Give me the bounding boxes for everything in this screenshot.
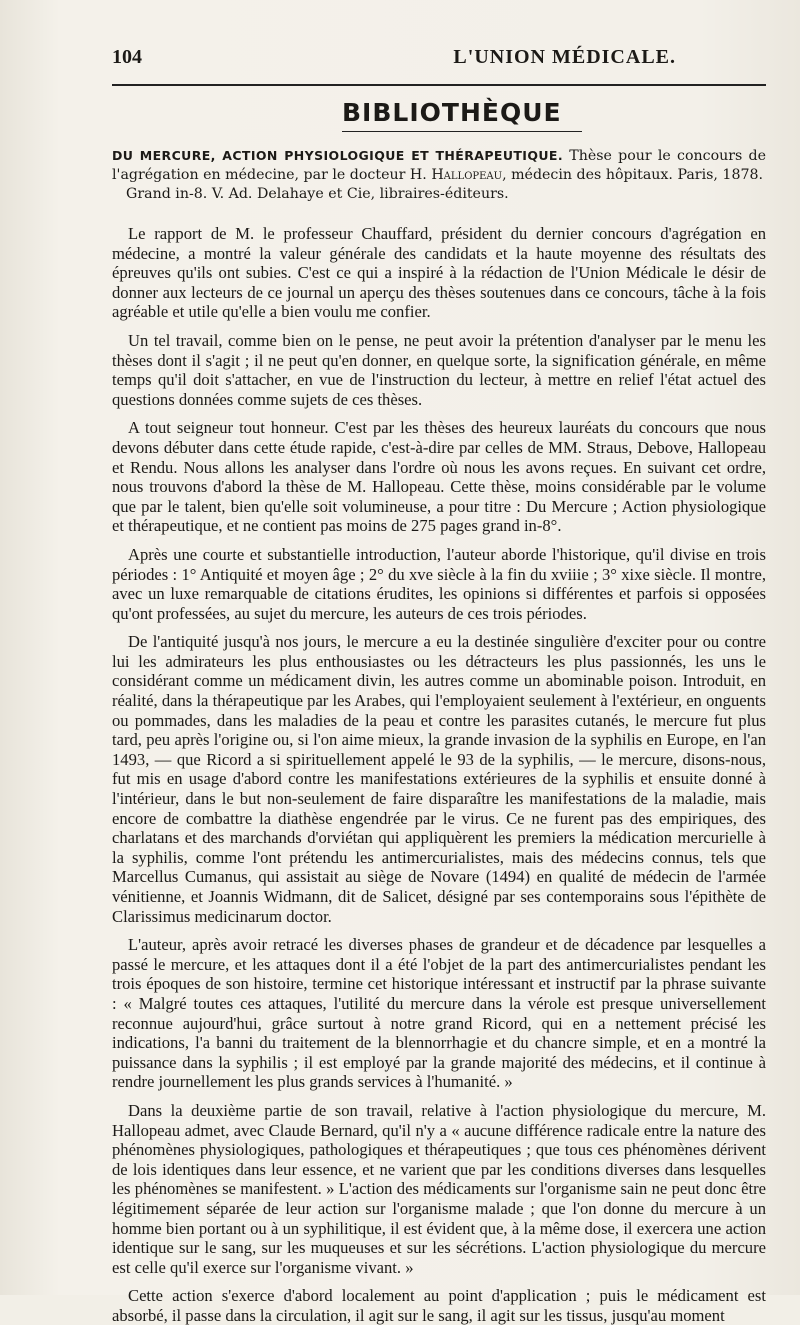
paragraph: Cette action s'exerce d'abord localement au point d'application ; puis le médicament est absorbé, il passe dans la circulation, il agit sur le sang, il agit sur les tissus, jusqu'au moment bbox=[112, 1286, 766, 1325]
book-author: H. Hallopeau bbox=[409, 167, 503, 183]
book-publisher: Grand in-8. V. Ad. Delahaye et Cie, libraires-éditeurs. bbox=[126, 186, 509, 202]
page-number: 104 bbox=[112, 46, 142, 68]
paragraph: A tout seigneur tout honneur. C'est par les thèses des heureux lauréats du concours que nous devons débuter dans cette étude rapide, c'est-à-dire par celles de MM. Straus, Debove, Hallopeau et Rendu. Nous allons les analyser dans l'ordre où nous les avons reçues. En suivant cet ordre, nous trouvons d'abord la thèse de M. Hallopeau. Cette thèse, moins considérable par le volume que par le talent, bien qu'elle soit volumineuse, a pour titre : Du Mercure ; Action physiologique et thérapeutique, et ne contient pas moins de 275 pages grand in-8°. bbox=[112, 418, 766, 536]
paragraph: Après une courte et substantielle introduction, l'auteur aborde l'historique, qu'il divise en trois périodes : 1° Antiquité et moyen âge ; 2° du xve siècle à la fin du xviiie ; 3° xixe siècle. Il montre, avec un luxe remarquable de citations érudites, les opinions si différentes et parfois si opposées qu'ont professées, au sujet du mercure, les auteurs de ces trois périodes. bbox=[112, 544, 766, 623]
book-title: DU MERCURE, ACTION PHYSIOLOGIQUE ET THÉRAPEUTIQUE. bbox=[112, 148, 564, 163]
paragraph: L'auteur, après avoir retracé les diverses phases de grandeur et de décadence par lesquelles a passé le mercure, et les attaques dont il a été l'objet de la part des antimercurialistes pendant les trois époques de son histoire, termine cet historique intéressant et instructif par la phrase suivante : « Malgré toutes ces attaques, l'utilité du mercure dans la vérole est presque universellement reconnue aujourd'hui, grâce surtout à notre grand Ricord, qui en a nettement précisé les indications, l'a banni du traitement de la blennorrhagie et du chancre simple, et en a montré la puissance dans la syphilis ; il est employé par la grande majorité des médecins, et il continue à rendre journellement les plus grands services à l'humanité. » bbox=[112, 935, 766, 1092]
paragraph: Un tel travail, comme bien on le pense, ne peut avoir la prétention d'analyser par le menu les thèses dont il s'agit ; il ne peut qu'en donner, en quelque sorte, la signification générale, en même temps qu'il doit s'attacher, en vue de l'instruction du lecteur, à mettre en relief l'état actuel des questions données comme sujets de ces thèses. bbox=[112, 330, 766, 409]
section-title: BIBLIOTHÈQUE bbox=[342, 98, 582, 132]
running-title: L'UNION MÉDICALE. bbox=[453, 46, 676, 68]
page-header bbox=[112, 46, 766, 86]
book-reference bbox=[112, 146, 766, 204]
book-title-rest-2: , médecin des hôpitaux. Paris, 1878. bbox=[502, 167, 764, 183]
paragraph: Le rapport de M. le professeur Chauffard, président du dernier concours d'agrégation en médecine, a montré la valeur générale des candidats et la haute moyenne des résultats des épreuves qu'ils ont subies. C'est ce qui a inspiré à la rédaction de l'Union Médicale le désir de donner aux lecteurs de ce journal un aperçu des thèses soutenues dans ce concours, tâche à la fois agréable et utile qu'elle a bien voulu me confier. bbox=[112, 224, 766, 322]
paragraph: Dans la deuxième partie de son travail, relative à l'action physiologique du mercure, M. Hallopeau admet, avec Claude Bernard, qu'il n'y a « aucune différence radicale entre la nature des phénomènes physiologiques, pathologiques et thérapeutiques ; que tous ces phénomènes dérivent de lois identiques dans leur essence, et ne varient que par les conditions diverses dans lesquelles les phénomènes se manifestent. » L'action des médicaments sur l'organisme sain ne peut donc être légitimement séparée de leur action sur l'organisme malade ; que l'on donne du mercure à un homme bien portant ou à un syphilitique, il est évident que, à la même dose, il exercera une action identique sur le sang, sur les muqueuses et sur les sécrétions. L'action physiologique du mercure est celle qu'il exerce sur l'organisme vivant. » bbox=[112, 1100, 766, 1277]
book-title-rest: Thèse pour le concours de l'agrégation en médecine, par le docteur bbox=[112, 148, 767, 183]
paragraph: De l'antiquité jusqu'à nos jours, le mercure a eu la destinée singulière d'exciter pour ou contre lui les admirateurs les plus enthousiastes ou les détracteurs les plus passionnés, les uns le considérant comme un médicament divin, les autres comme un abominable poison. Introduit, en réalité, dans la thérapeutique par les Arabes, qui l'employaient seulement à l'extérieur, en onguents ou pommades, dans les maladies de la peau et contre les parasites cutanés, le mercure fut plus tard, peu après l'origine ou, si l'on aime mieux, la grande invasion de la syphilis en Europe, en l'an 1493, — que Ricord a si spirituellement appelé le 93 de la syphilis, — le mercure, disons-nous, fut mis en usage d'abord contre les manifestations extérieures de la syphilis et ensuite donné à l'intérieur, dans le but non-seulement de faire disparaître les manifestations de la maladie, mais encore de combattre la diathèse engendrée par le virus. Ce ne furent pas des empiriques, des charlatans et des marchands d'orviétan qui appliquèrent les premiers la médication mercurielle à la syphilis, comme l'ont prétendu les antimercurialistes, mais des médecins connus, tels que Marcellus Cumanus, qui assistait au siège de Novare (1494) en qualité de médecin de l'armée vénitienne, et Joannis Widmann, dit de Salicet, désigné par ses contemporains sous l'épithète de Clarissimus medicinarum doctor. bbox=[112, 632, 766, 926]
article-body bbox=[112, 224, 766, 1325]
